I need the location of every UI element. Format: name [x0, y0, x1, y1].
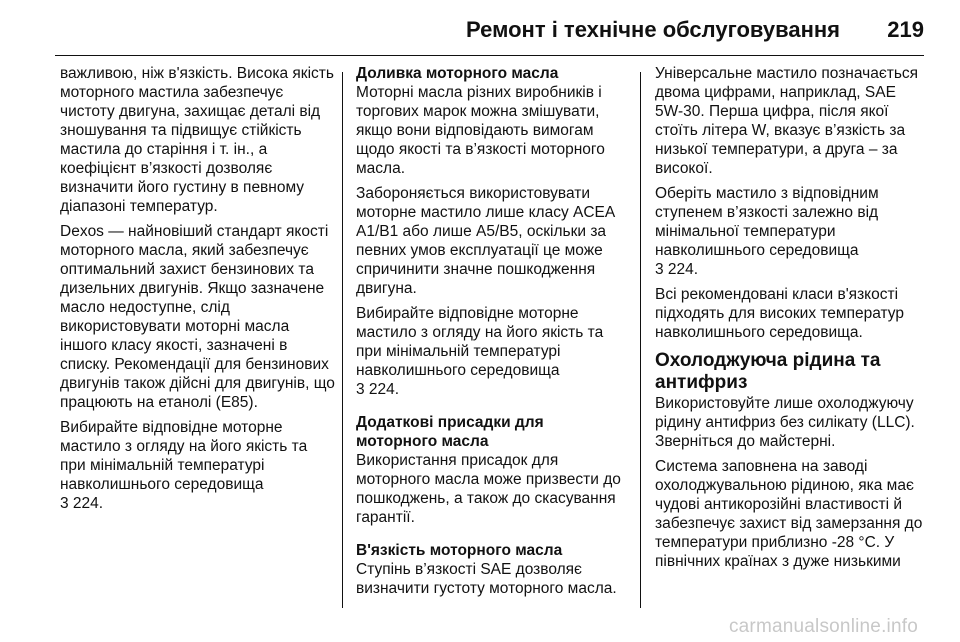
column-2	[356, 64, 626, 604]
page-title: Ремонт і технічне обслуговування	[466, 17, 840, 42]
section-heading: Охолоджуюча рідина та антифриз	[655, 350, 881, 393]
column-1	[60, 64, 336, 519]
section-heading: В'язкість моторного масла	[356, 542, 563, 559]
paragraph: Вибирайте відповідне моторне мастило з огляду на його якість та при мінімальній температурі навколишнього середовища 3 224.	[60, 419, 308, 512]
paragraph: важливою, ніж в'язкість. Висока якість моторного мастила забезпечує чистоту двигуна, захищає деталі від зношування та підвищує стійкість мастила до старіння і т. ін., а коефіцієнт в’язкості дозволяє визначити його густину в певному діапазоні температур.	[60, 65, 334, 215]
page-header	[0, 0, 960, 58]
column-3	[655, 64, 925, 577]
paragraph: Всі рекомендовані класи в'язкості підходять для високих температур навколишнього середовища.	[655, 286, 904, 341]
paragraph: Оберіть мастило з відповідним ступенем в’язкості залежно від мінімальної температури навколишнього середовища 3 224.	[655, 185, 879, 278]
section-heading: Додаткові присадки для моторного масла	[356, 414, 544, 450]
page-number: 219	[887, 17, 924, 42]
paragraph: Dexos — найновіший стандарт якості моторного масла, який забезпечує оптимальний захист бензинових та дизельних двигунів. Якщо зазначене масло недоступне, слід використовувати моторні масла іншого класу якості, зазначені в списку. Рекомендації для бензинових двигунів також дійсні для двигунів, що працюють на етанолі (E85).	[60, 223, 335, 411]
paragraph: Моторні масла різних виробників і торгових марок можна змішувати, якщо вони відповідають вимогам щодо якості та в’язкості моторного масла.	[356, 84, 605, 177]
paragraph: Ступінь в’язкості SAE дозволяє визначити густоту моторного масла.	[356, 561, 617, 597]
column-divider-1	[342, 72, 343, 608]
section-heading: Доливка моторного масла	[356, 65, 559, 82]
paragraph: Використовуйте лише охолоджуючу рідину антифриз без силікату (LLC). Зверніться до майстерні.	[655, 395, 915, 450]
header-rule	[55, 55, 924, 56]
paragraph: Універсальне мастило позначається двома цифрами, наприклад, SAE 5W-30. Перша цифра, після якої стоїть літера W, вказує в’язкість за низької температури, а друга – за високої.	[655, 65, 919, 177]
paragraph: Вибирайте відповідне моторне мастило з огляду на його якість та при мінімальній температурі навколишнього середовища 3 224.	[356, 305, 604, 398]
watermark: carmanualsonline.info	[728, 616, 918, 637]
column-divider-2	[640, 72, 641, 608]
paragraph: Забороняється використовувати моторне мастило лише класу ACEA A1/B1 або лише A5/B5, оскільки за певних умов експлуатації це може спричинити значне пошкодження двигуна.	[356, 185, 615, 297]
paragraph: Використання присадок для моторного масла може призвести до пошкоджень, а також до скасування гарантії.	[356, 452, 621, 526]
paragraph: Система заповнена на заводі охолоджувальною рідиною, яка має чудові антикорозійні властивості й забезпечує захист від замерзання до температури приблизно -28 °C. У північних країнах з дуже низькими	[655, 458, 923, 570]
